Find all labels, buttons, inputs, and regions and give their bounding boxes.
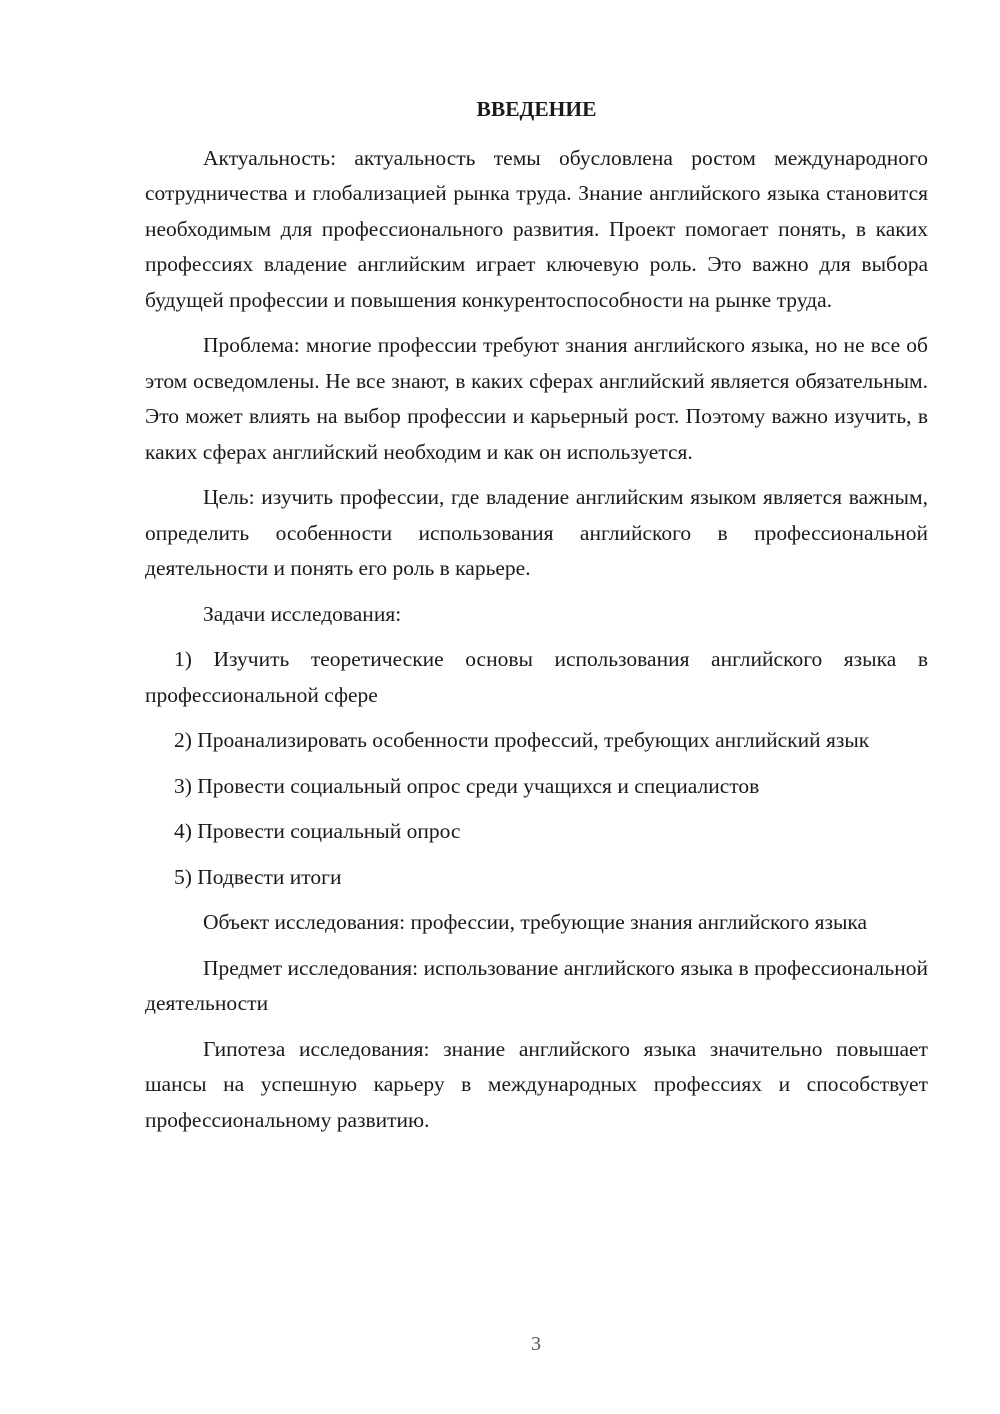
task-item-1: 1) Изучить теоретические основы использования английского языка в профессиональной сфере [145,647,928,707]
problem-paragraph: Проблема: многие профессии требуют знания английского языка, но не все об этом осведомлены. Не все знают, в каких сферах английский является обязательным. Это может влиять на выбор профессии и карьерный рост. Поэтому важно изучить, в каких сферах английский необходим и как он используется. [145,333,928,464]
relevance-paragraph: Актуальность: актуальность темы обусловлена ростом международного сотрудничества и глобализацией рынка труда. Знание английского языка становится необходимым для профессионального развития. Проект помогает понять, в каких профессиях владение английским играет ключевую роль. Это важно для выбора будущей профессии и повышения конкурентоспособности на рынке труда. [145,145,928,312]
research-object-paragraph: Объект исследования: профессии, требующие знания английского языка [203,910,868,934]
page-content [145,92,928,1148]
goal-paragraph: Цель: изучить профессии, где владение английским языком является важным, определить особенности использования английского в профессиональной деятельности и понять его роль в карьере. [145,485,928,580]
tasks-heading: Задачи исследования: [203,601,402,626]
task-item-4: 4) Провести социальный опрос [174,819,461,843]
page-number: 3 [531,1333,541,1355]
task-item-2: 2) Проанализировать особенности профессий, требующих английский язык [174,728,870,752]
research-subject-paragraph: Предмет исследования: использование английского языка в профессиональной деятельности [145,955,928,1015]
hypothesis-paragraph: Гипотеза исследования: знание английского языка значительно повышает шансы на успешную карьеру в международных профессиях и способствует профессиональному развитию. [145,1036,928,1132]
section-title: ВВЕДЕНИЕ [476,97,597,121]
task-item-3: 3) Провести социальный опрос среди учащихся и специалистов [174,773,760,798]
task-item-5: 5) Подвести итоги [174,864,342,889]
